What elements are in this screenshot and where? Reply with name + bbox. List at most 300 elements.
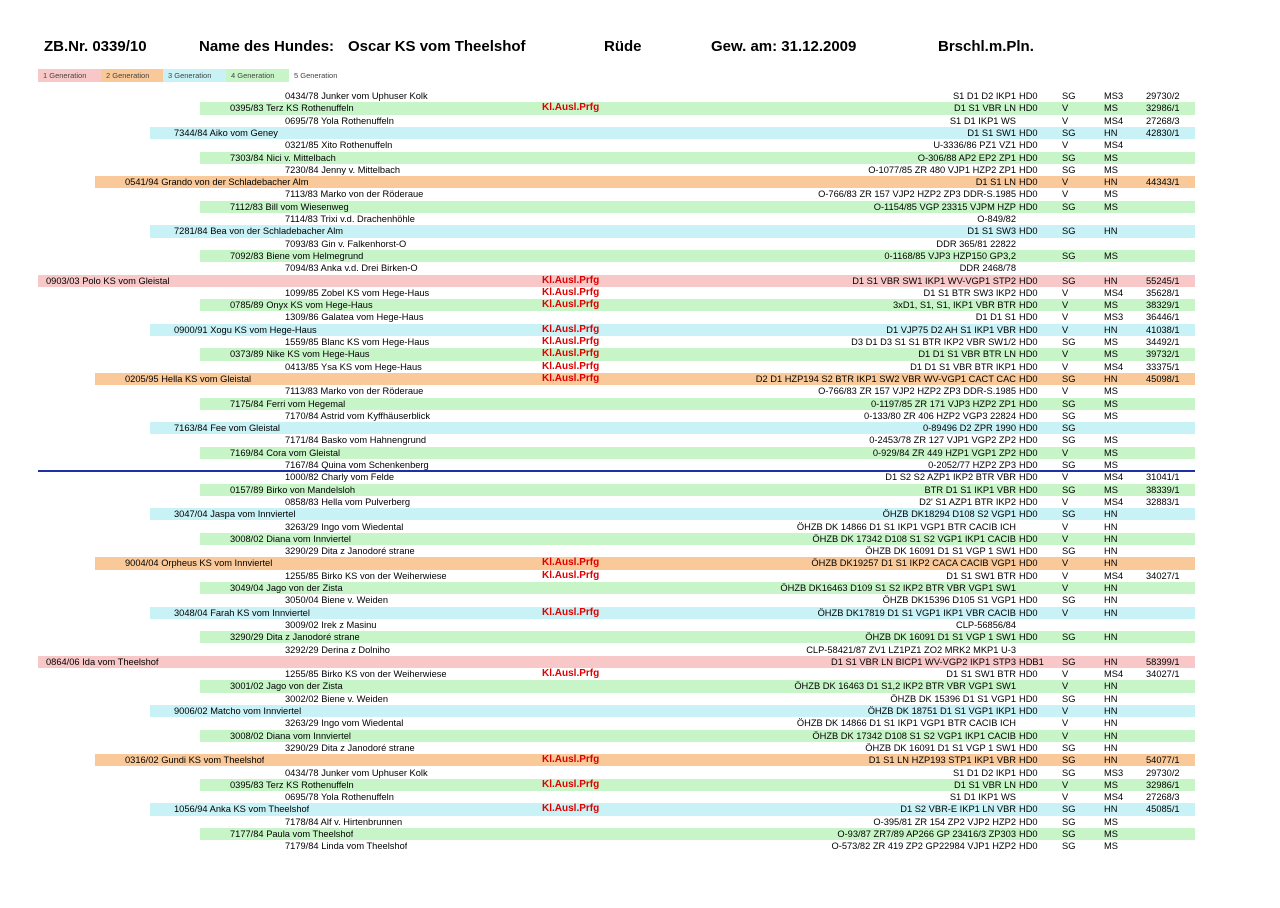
class-exam-cell: Kl.Ausl.Prfg <box>542 606 600 618</box>
ms-cell: HN <box>1104 693 1118 704</box>
pedigree-row <box>200 250 1195 262</box>
hd-cell: HD0 <box>1019 349 1038 360</box>
form-cell: V <box>1062 496 1069 507</box>
pedigree-row <box>150 422 1195 434</box>
pedigree-row <box>220 668 1195 680</box>
form-cell: SG <box>1062 693 1076 704</box>
titles-cell: S1 D1 IKP1 WS <box>949 792 1016 803</box>
pedigree-row <box>220 410 1195 422</box>
class-exam-cell: Kl.Ausl.Prfg <box>542 569 600 581</box>
hd-cell: HD0 <box>1019 103 1038 114</box>
titles-cell: 0-929/84 ZR 449 HZP1 VGP1 ZP2 <box>872 447 1016 458</box>
dog-name-label: Name des Hundes: <box>199 38 335 55</box>
pedigree-row <box>200 779 1195 791</box>
titles-cell: D1 S1 LN HZP193 STP1 IKP1 VBR <box>868 755 1016 766</box>
pedigree-row <box>220 791 1195 803</box>
hd-cell: HD0 <box>1019 669 1038 680</box>
dog-name-cell: 9006/02 Matcho vom Innviertel <box>174 706 302 716</box>
dog-name-cell: 3009/02 Irek z Masinu <box>285 619 377 630</box>
titles-cell: BTR D1 S1 IKP1 VBR <box>924 484 1016 495</box>
registry-number-cell: 34027/1 <box>1146 570 1180 581</box>
pedigree-row <box>95 754 1195 766</box>
form-cell: SG <box>1062 201 1076 212</box>
ms-cell: MS <box>1104 435 1118 446</box>
dog-name-cell: 7113/83 Marko von der Röderaue <box>285 386 424 397</box>
ms-cell: MS <box>1104 816 1118 827</box>
form-cell: SG <box>1062 337 1076 347</box>
dog-name-cell: 7230/84 Jenny v. Mittelbach <box>285 164 401 175</box>
ms-cell: HN <box>1104 632 1118 643</box>
hd-cell: HD0 <box>1019 730 1038 741</box>
dog-name-cell: 7170/84 Astrid vom Kyffhäuserblick <box>285 410 431 421</box>
form-cell: SG <box>1062 484 1076 495</box>
pedigree-row <box>220 336 1195 348</box>
dog-name-cell: 3263/29 Ingo vom Wiedental <box>285 521 404 532</box>
titles-cell: 0-1197/85 ZR 171 VJP3 HZP2 ZP1 <box>870 398 1016 409</box>
hd-cell: HD0 <box>1019 484 1038 495</box>
form-cell: SG <box>1062 127 1076 138</box>
pedigree-row <box>220 90 1195 102</box>
pedigree-row <box>200 299 1195 311</box>
form-cell: SG <box>1062 410 1076 421</box>
pedigree-row <box>220 767 1195 779</box>
hd-cell: HDB1 <box>1019 656 1044 667</box>
pedigree-separator-line <box>38 470 1195 472</box>
ms-cell: MS4 <box>1104 140 1124 151</box>
pedigree-row <box>200 533 1195 545</box>
titles-cell: D1 S1 SW1 <box>967 127 1016 138</box>
hd-cell: HD0 <box>1019 632 1038 643</box>
ms-cell: HN <box>1104 595 1118 606</box>
registry-number-cell: 32986/1 <box>1146 103 1180 114</box>
dog-name-cell: 0695/78 Yola Rothenuffeln <box>285 115 394 126</box>
titles-cell: ÖHZB DK 17342 D108 S1 S2 VGP1 IKP1 CACIB <box>812 730 1016 741</box>
registry-number-cell: 55245/1 <box>1146 275 1180 286</box>
form-cell: V <box>1062 792 1069 803</box>
ms-cell: MS4 <box>1104 472 1124 483</box>
dog-name-cell: 7178/84 Alf v. Hirtenbrunnen <box>285 816 403 827</box>
titles-cell: ÖHZB DK 14866 D1 S1 IKP1 VGP1 BTR CACIB ICH <box>796 521 1016 532</box>
hd-cell: HD0 <box>1019 337 1038 347</box>
registry-number-cell: 32986/1 <box>1146 779 1180 790</box>
hd-cell: HD0 <box>1019 312 1038 323</box>
form-cell: SG <box>1062 546 1076 557</box>
form-cell: V <box>1062 103 1069 114</box>
registry-number-cell: 33375/1 <box>1146 361 1180 372</box>
titles-cell: ÖHZB DK 15396 D1 S1 VGP1 <box>890 693 1016 704</box>
pedigree-row <box>220 311 1195 323</box>
titles-cell: CLP-56856/84 <box>956 619 1016 630</box>
legend-generation-4: 4 Generation <box>226 69 289 82</box>
dog-name-cell: 0205/95 Hella KS vom Gleistal <box>125 373 252 384</box>
hd-cell: HD0 <box>1019 693 1038 704</box>
dog-name-cell: 3292/29 Derina z Dolniho <box>285 644 390 655</box>
titles-cell: CLP-58421/87 ZV1 LZ1PZ1 ZO2 MRK2 MKP1 U-3 <box>806 644 1016 655</box>
ms-cell: HN <box>1104 324 1118 335</box>
form-cell: SG <box>1062 164 1076 175</box>
class-exam-cell: Kl.Ausl.Prfg <box>542 778 600 790</box>
titles-cell: O-395/81 ZR 154 ZP2 VJP2 HZP2 <box>873 816 1016 827</box>
titles-cell: D1 D1 S1 <box>975 312 1016 323</box>
form-cell: V <box>1062 287 1069 298</box>
registry-number-cell: 38339/1 <box>1146 484 1180 495</box>
form-cell: SG <box>1062 275 1076 286</box>
titles-cell: D1 D1 S1 VBR BTR LN <box>918 349 1016 360</box>
dog-name-cell: 3047/04 Jaspa vom Innviertel <box>174 509 296 520</box>
form-cell: V <box>1062 681 1069 692</box>
hd-cell: HD0 <box>1019 140 1038 151</box>
dog-name-cell: 1255/85 Birko KS von der Weiherwiese <box>285 570 447 581</box>
ms-cell: HN <box>1104 718 1118 729</box>
pedigree-row <box>150 225 1195 237</box>
ms-cell: MS <box>1104 189 1118 200</box>
hd-cell: HD0 <box>1019 398 1038 409</box>
coat-color: Brschl.m.Pln. <box>938 38 1034 55</box>
dog-name-cell: 7092/83 Biene vom Helmegrund <box>230 250 364 261</box>
pedigree-row <box>220 471 1195 483</box>
titles-cell: D3 D1 D3 S1 S1 BTR IKP2 VBR SW1/2 <box>851 337 1016 347</box>
hd-cell: HD0 <box>1019 177 1038 188</box>
ms-cell: MS <box>1104 398 1118 409</box>
zb-number: ZB.Nr. 0339/10 <box>44 38 147 55</box>
dog-name-cell: 7093/83 Gin v. Falkenhorst-O <box>285 238 407 249</box>
dog-name-cell: 7177/84 Paula vom Theelshof <box>230 829 354 839</box>
form-cell: V <box>1062 583 1069 593</box>
hd-cell: HD0 <box>1019 742 1038 753</box>
form-cell: SG <box>1062 829 1076 839</box>
ms-cell: HN <box>1104 533 1118 544</box>
pedigree-row <box>220 840 1195 852</box>
hd-cell: HD0 <box>1019 152 1038 163</box>
titles-cell: ÖHZB DK 16463 D1 S1,2 IKP2 BTR VBR VGP1 SW1 <box>794 681 1016 692</box>
dog-name-cell: 3008/02 Diana vom Innviertel <box>230 730 351 741</box>
ms-cell: HN <box>1104 275 1118 286</box>
form-cell: SG <box>1062 816 1076 827</box>
form-cell: V <box>1062 140 1069 151</box>
form-cell: SG <box>1062 595 1076 606</box>
ms-cell: MS <box>1104 460 1118 470</box>
pedigree-row <box>38 656 1195 668</box>
hd-cell: HD0 <box>1019 423 1038 434</box>
titles-cell: O-573/82 ZR 419 ZP2 GP22984 VJP1 HZP2 <box>831 841 1016 852</box>
hd-cell: HD0 <box>1019 706 1038 716</box>
form-cell: V <box>1062 312 1069 323</box>
ms-cell: HN <box>1104 730 1118 741</box>
registry-number-cell: 44343/1 <box>1146 177 1180 188</box>
titles-cell: S1 D1 D2 IKP1 <box>952 767 1016 778</box>
form-cell: SG <box>1062 509 1076 520</box>
titles-cell: S1 D1 D2 IKP1 <box>952 91 1016 101</box>
dog-name: Oscar KS vom Theelshof <box>348 38 526 55</box>
ms-cell: MS <box>1104 337 1118 347</box>
dog-name-cell: 1000/82 Charly vom Felde <box>285 472 395 483</box>
registry-number-cell: 34027/1 <box>1146 669 1180 680</box>
ms-cell: HN <box>1104 681 1118 692</box>
dog-name-cell: 7344/84 Aiko vom Geney <box>174 127 278 138</box>
pedigree-row <box>150 324 1195 336</box>
ms-cell: MS <box>1104 349 1118 360</box>
pedigree-row <box>200 102 1195 114</box>
pedigree-row <box>220 238 1195 250</box>
ms-cell: HN <box>1104 742 1118 753</box>
hd-cell: HD0 <box>1019 460 1038 470</box>
hd-cell: HD0 <box>1019 189 1038 200</box>
ms-cell: MS <box>1104 250 1118 261</box>
form-cell: V <box>1062 730 1069 741</box>
pedigree-row <box>95 557 1195 569</box>
class-exam-cell: Kl.Ausl.Prfg <box>542 668 600 680</box>
pedigree-row <box>220 693 1195 705</box>
pedigree-row <box>38 275 1195 287</box>
dog-name-cell: 3263/29 Ingo vom Wiedental <box>285 718 404 729</box>
class-exam-cell: Kl.Ausl.Prfg <box>542 274 600 286</box>
dog-name-cell: 0434/78 Junker vom Uphuser Kolk <box>285 767 428 778</box>
dog-name-cell: 0373/89 Nike KS vom Hege-Haus <box>230 349 370 360</box>
titles-cell: D1 S2 VBR-E IKP1 LN VBR <box>900 804 1016 815</box>
hd-cell: HD0 <box>1019 435 1038 446</box>
form-cell: V <box>1062 607 1069 618</box>
ms-cell: MS3 <box>1104 767 1124 778</box>
dog-name-cell: 1056/94 Anka KS vom Theelshof <box>174 804 310 815</box>
legend-generation-3: 3 Generation <box>163 69 226 82</box>
dog-name-cell: 7094/83 Anka v.d. Drei Birken-O <box>285 263 418 274</box>
titles-cell: D2 D1 HZP194 S2 BTR IKP1 SW2 VBR WV-VGP1 CACT CAC <box>755 373 1016 384</box>
class-exam-cell: Kl.Ausl.Prfg <box>542 754 600 766</box>
form-cell: SG <box>1062 423 1076 434</box>
dog-name-cell: 3049/04 Jago von der Zista <box>230 583 343 593</box>
ms-cell: MS4 <box>1104 496 1124 507</box>
titles-cell: ÖHZB DK 18751 D1 S1 VGP1 IKP1 <box>867 706 1016 716</box>
legend-generation-2: 2 Generation <box>101 69 163 82</box>
dog-name-cell: 1309/86 Galatea vom Hege-Haus <box>285 312 424 323</box>
titles-cell: 0-1168/85 VJP3 HZP150 GP3,2 <box>884 250 1016 261</box>
dog-name-cell: 7171/84 Basko vom Hahnengrund <box>285 435 427 446</box>
ms-cell: MS <box>1104 152 1118 163</box>
dog-name-cell: 0858/83 Hella vom Pulverberg <box>285 496 411 507</box>
titles-cell: D1 S1 LN <box>975 177 1016 188</box>
ms-cell: MS4 <box>1104 792 1124 803</box>
pedigree-row <box>220 594 1195 606</box>
ms-cell: HN <box>1104 127 1118 138</box>
hd-cell: HD0 <box>1019 91 1038 101</box>
dog-name-cell: 0316/02 Gundi KS vom Theelshof <box>125 755 265 766</box>
hd-cell: HD0 <box>1019 127 1038 138</box>
form-cell: V <box>1062 115 1069 126</box>
registry-number-cell: 42830/1 <box>1146 127 1180 138</box>
dog-name-cell: 1099/85 Zobel KS vom Hege-Haus <box>285 287 430 298</box>
titles-cell: D1 S1 SW1 BTR <box>946 570 1016 581</box>
pedigree-row <box>200 828 1195 840</box>
class-exam-cell: Kl.Ausl.Prfg <box>542 372 600 384</box>
ms-cell: MS4 <box>1104 287 1124 298</box>
hd-cell: HD0 <box>1019 804 1038 815</box>
hd-cell: HD0 <box>1019 570 1038 581</box>
registry-number-cell: 39732/1 <box>1146 349 1180 360</box>
form-cell: V <box>1062 361 1069 372</box>
pedigree-row <box>200 631 1195 643</box>
dog-name-cell: 0395/83 Terz KS Rothenuffeln <box>230 779 354 790</box>
hd-cell: HD0 <box>1019 361 1038 372</box>
dog-name-cell: 7169/84 Cora vom Gleistal <box>230 447 341 458</box>
titles-cell: D1 S1 SW3 <box>967 226 1016 237</box>
titles-cell: ÖHZB DK19257 D1 S1 IKP2 CACA CACIB VGP1 <box>811 558 1016 569</box>
form-cell: SG <box>1062 435 1076 446</box>
hd-cell: HD0 <box>1019 755 1038 766</box>
registry-number-cell: 32883/1 <box>1146 496 1180 507</box>
ms-cell: HN <box>1104 546 1118 557</box>
form-cell: V <box>1062 533 1069 544</box>
form-cell: SG <box>1062 755 1076 766</box>
pedigree-row <box>150 705 1195 717</box>
pedigree-row <box>220 262 1195 274</box>
ms-cell: MS <box>1104 829 1118 839</box>
form-cell: V <box>1062 472 1069 483</box>
class-exam-cell: Kl.Ausl.Prfg <box>542 323 600 335</box>
dog-name-cell: 0157/89 Birko von Mandelsloh <box>230 484 356 495</box>
ms-cell: HN <box>1104 656 1118 667</box>
form-cell: V <box>1062 447 1069 458</box>
registry-number-cell: 34492/1 <box>1146 337 1180 347</box>
ms-cell: MS <box>1104 300 1118 311</box>
form-cell: SG <box>1062 804 1076 815</box>
hd-cell: HD0 <box>1019 201 1038 212</box>
legend-generation-1: 1 Generation <box>38 69 101 82</box>
form-cell: SG <box>1062 91 1076 101</box>
form-cell: SG <box>1062 841 1076 852</box>
ms-cell: MS4 <box>1104 361 1124 372</box>
form-cell: V <box>1062 521 1069 532</box>
form-cell: V <box>1062 189 1069 200</box>
titles-cell: O-93/87 ZR7/89 AP266 GP 23416/3 ZP303 <box>837 829 1016 839</box>
registry-number-cell: 27268/3 <box>1146 115 1180 126</box>
form-cell: SG <box>1062 656 1076 667</box>
ms-cell: MS4 <box>1104 669 1124 680</box>
form-cell: V <box>1062 349 1069 360</box>
class-exam-cell: Kl.Ausl.Prfg <box>542 102 600 114</box>
dog-name-cell: 0900/91 Xogu KS vom Hege-Haus <box>174 324 317 335</box>
registry-number-cell: 36446/1 <box>1146 312 1180 323</box>
titles-cell: O-306/88 AP2 EP2 ZP1 <box>917 152 1016 163</box>
ms-cell: MS <box>1104 103 1118 114</box>
pedigree-row <box>200 447 1195 459</box>
pedigree-row <box>200 152 1195 164</box>
titles-cell: D2' S1 AZP1 BTR IKP2 <box>919 496 1016 507</box>
class-exam-cell: Kl.Ausl.Prfg <box>542 348 600 360</box>
ms-cell: MS <box>1104 410 1118 421</box>
pedigree-row <box>220 361 1195 373</box>
ms-cell: HN <box>1104 607 1118 618</box>
titles-cell: D1 S1 VBR SW1 IKP1 WV-VGP1 STP2 <box>852 275 1016 286</box>
titles-cell: D1 S2 S2 AZP1 IKP2 BTR VBR <box>885 472 1016 483</box>
ms-cell: HN <box>1104 226 1118 237</box>
titles-cell: 0-2052/77 HZP2 ZP3 <box>928 460 1016 470</box>
pedigree-row <box>200 680 1195 692</box>
ms-cell: MS <box>1104 164 1118 175</box>
pedigree-row <box>220 188 1195 200</box>
pedigree-row <box>150 127 1195 139</box>
dog-name-cell: 0541/94 Grando von der Schladebacher Alm <box>125 177 309 188</box>
hd-cell: HD0 <box>1019 779 1038 790</box>
pedigree-row <box>220 816 1195 828</box>
dog-name-cell: 7114/83 Trixi v.d. Drachenhöhle <box>285 214 415 224</box>
hd-cell: HD0 <box>1019 816 1038 827</box>
titles-cell: 0-89496 D2 ZPR 1990 <box>922 423 1016 434</box>
dog-name-cell: 3002/02 Biene v. Weiden <box>285 693 389 704</box>
dog-name-cell: 0321/85 Xito Rothenuffeln <box>285 140 393 151</box>
titles-cell: ÖHZB DK17819 D1 S1 VGP1 IKP1 VBR CACIB <box>817 607 1016 618</box>
pedigree-row <box>200 201 1195 213</box>
ms-cell: MS3 <box>1104 312 1124 323</box>
pedigree-row <box>220 385 1195 397</box>
hd-cell: HD0 <box>1019 829 1038 839</box>
pedigree-row <box>220 619 1195 631</box>
pedigree-row <box>220 434 1195 446</box>
registry-number-cell: 41038/1 <box>1146 324 1180 335</box>
dog-name-cell: 3050/04 Biene v. Weiden <box>285 595 389 606</box>
form-cell: V <box>1062 177 1069 188</box>
pedigree-row <box>200 582 1195 594</box>
titles-cell: ÖHZB DK15396 D105 S1 VGP1 <box>882 595 1016 606</box>
ms-cell: HN <box>1104 706 1118 716</box>
dog-name-cell: 7175/84 Ferri vom Hegemal <box>230 398 346 409</box>
titles-cell: D1 S1 VBR LN BICP1 WV-VGP2 IKP1 STP3 <box>831 656 1016 667</box>
titles-cell: DDR 365/81 22822 <box>936 238 1016 249</box>
registry-number-cell: 45098/1 <box>1146 373 1180 384</box>
pedigree-row <box>220 213 1195 225</box>
ms-cell: MS <box>1104 484 1118 495</box>
dog-name-cell: 3048/04 Farah KS vom Innviertel <box>174 607 310 618</box>
titles-cell: D1 VJP75 D2 AH S1 IKP1 VBR <box>886 324 1016 335</box>
dog-name-cell: 0395/83 Terz KS Rothenuffeln <box>230 103 354 114</box>
form-cell: V <box>1062 718 1069 729</box>
titles-cell: D1 D1 S1 VBR BTR IKP1 <box>910 361 1016 372</box>
pedigree-row <box>150 508 1195 520</box>
dog-name-cell: 0695/78 Yola Rothenuffeln <box>285 792 394 803</box>
hd-cell: HD0 <box>1019 767 1038 778</box>
titles-cell: U-3336/86 PZ1 VZ1 <box>933 140 1016 151</box>
dog-name-cell: 0864/06 Ida vom Theelshof <box>46 656 159 667</box>
class-exam-cell: Kl.Ausl.Prfg <box>542 557 600 569</box>
ms-cell: MS <box>1104 201 1118 212</box>
hd-cell: HD0 <box>1019 300 1038 311</box>
hd-cell: HD0 <box>1019 226 1038 237</box>
titles-cell: O-766/83 ZR 157 VJP2 HZP2 ZP3 DDR-S.1985 <box>818 189 1016 200</box>
pedigree-row <box>220 115 1195 127</box>
pedigree-row <box>220 496 1195 508</box>
pedigree-row <box>220 742 1195 754</box>
form-cell: V <box>1062 386 1069 397</box>
pedigree-row <box>220 545 1195 557</box>
pedigree-row <box>200 348 1195 360</box>
pedigree-row <box>220 717 1195 729</box>
titles-cell: O-1077/85 ZR 480 VJP1 HZP2 ZP1 <box>868 164 1016 175</box>
ms-cell: HN <box>1104 177 1118 188</box>
hd-cell: HD0 <box>1019 275 1038 286</box>
pedigree-row <box>220 164 1195 176</box>
titles-cell: 0-2453/78 ZR 127 VJP1 VGP2 ZP2 <box>869 435 1016 446</box>
ms-cell: MS <box>1104 447 1118 458</box>
dog-name-cell: 7167/84 Quina vom Schenkenberg <box>285 460 429 470</box>
dog-name-cell: 3290/29 Dita z Janodoré strane <box>230 632 360 643</box>
ms-cell: MS4 <box>1104 115 1124 126</box>
form-cell: SG <box>1062 398 1076 409</box>
class-exam-cell: Kl.Ausl.Prfg <box>542 299 600 311</box>
form-cell: SG <box>1062 767 1076 778</box>
ms-cell: HN <box>1104 804 1118 815</box>
hd-cell: HD0 <box>1019 496 1038 507</box>
ms-cell: HN <box>1104 521 1118 532</box>
ms-cell: HN <box>1104 583 1118 593</box>
